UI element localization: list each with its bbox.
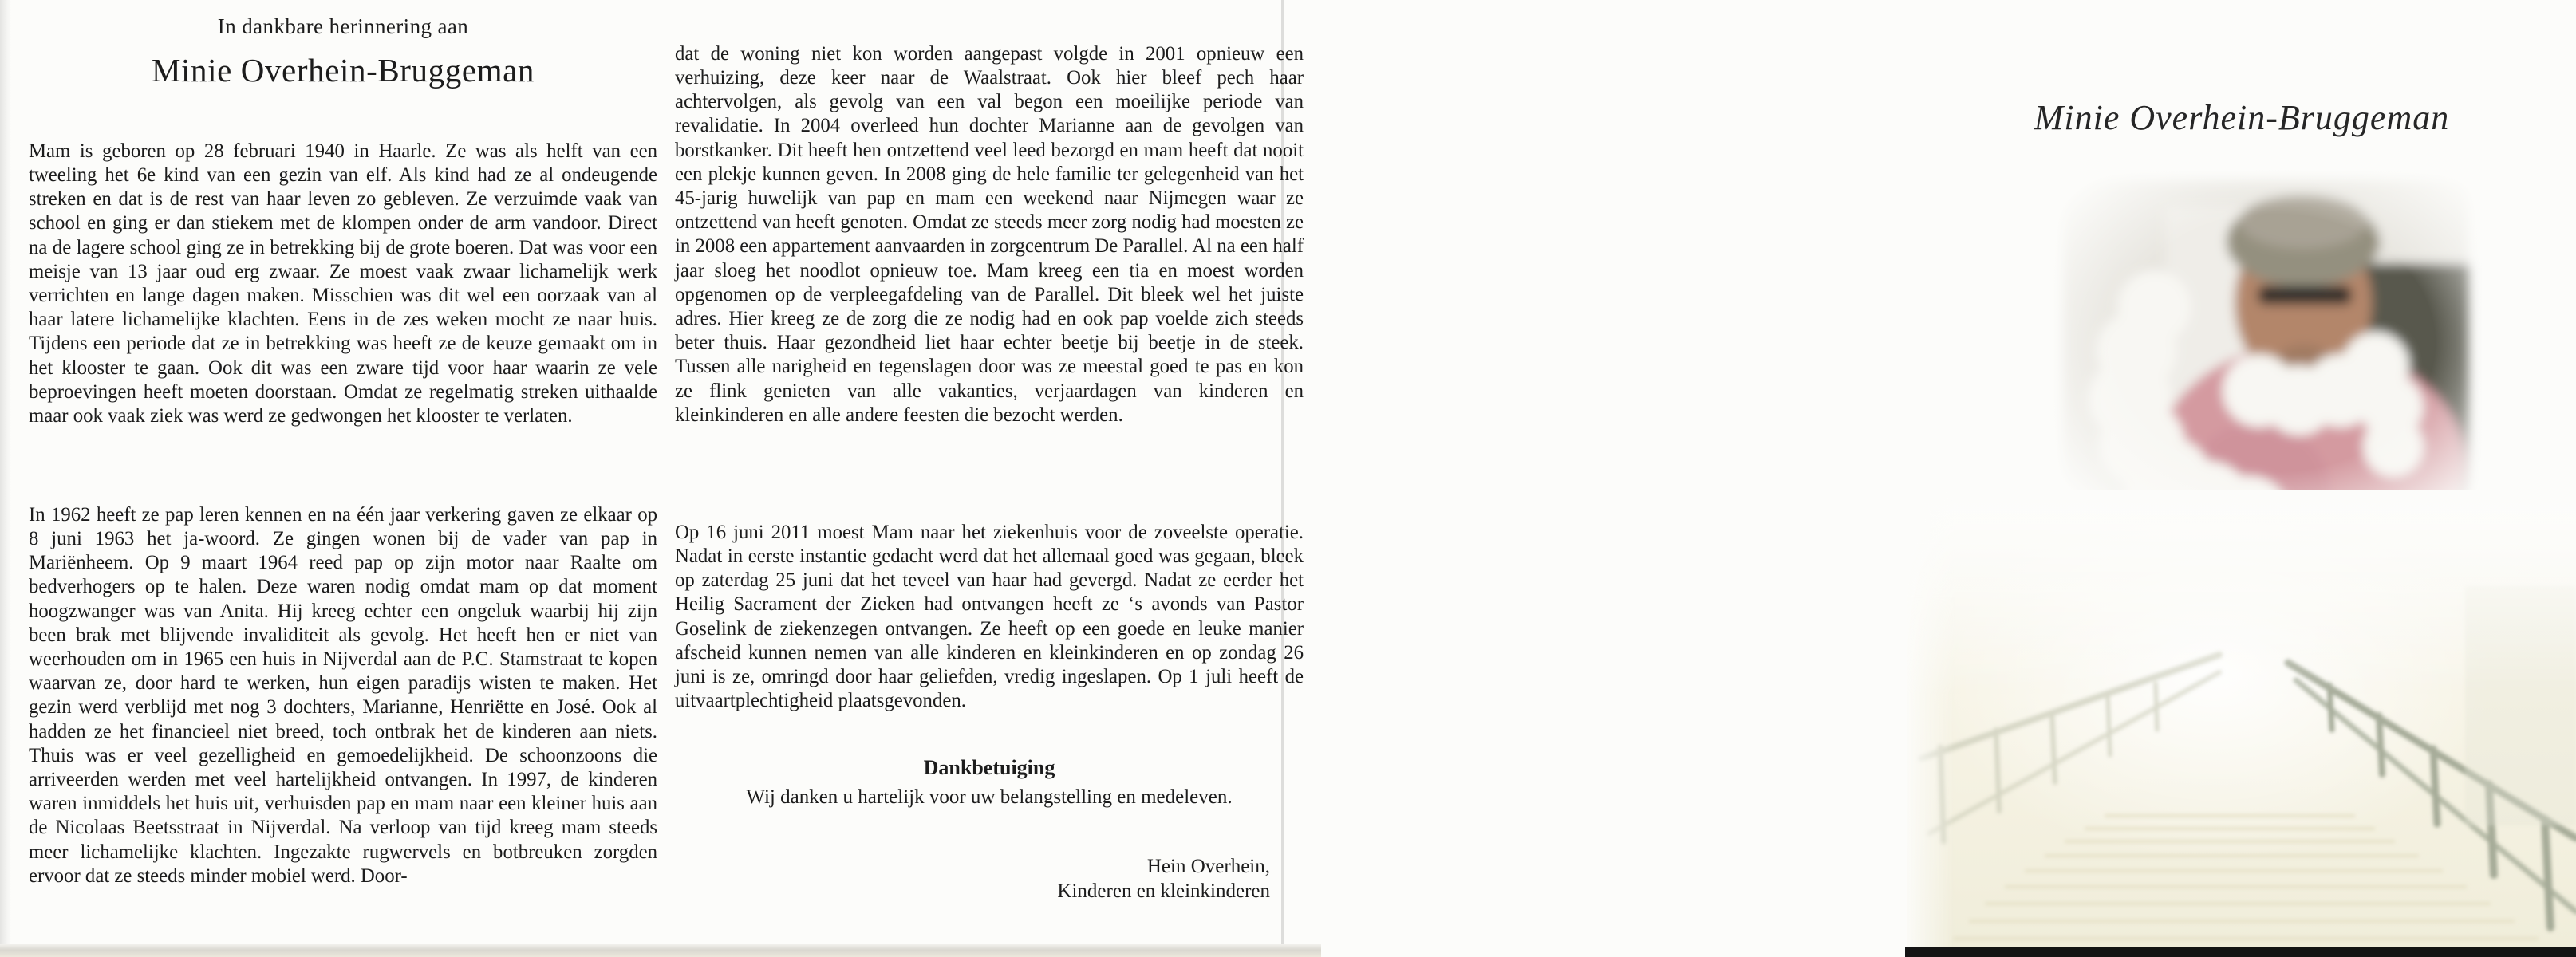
back-cover-name: Minie Overhein-Bruggeman <box>2034 98 2450 137</box>
scan-left-edge <box>0 0 11 957</box>
biography-paragraph-4: Op 16 juni 2011 moest Mam naar het ziekenhuis voor de zoveelste operatie. Nadat in eerste instantie gedacht werd dat het allemaal goed was gegaan, bleek op zaterdag 25 juni dat het teveel van haar had gevergd. Nadat ze eerder het Heilig Sacrament der Zieken had ontvangen heeft ze ‘s avonds van Pastor Goselink de ziekenzegen ontvangen. Ze heeft op een goede en leuke manier afscheid kunnen nemen van alle kinderen en kleinkinderen en op zondag 26 juni is ze, omringd door haar geliefden, vredig ingeslapen. Op 1 juli heeft de uitvaartplechtigheid plaatsgevonden. <box>675 521 1304 712</box>
memorial-intro-line: In dankbare herinnering aan <box>217 14 469 38</box>
deceased-name-heading: Minie Overhein-Bruggeman <box>151 52 535 89</box>
biography-paragraph-3: dat de woning niet kon worden aangepast volgde in 2001 opnieuw een verhuizing, deze keer naar de Waalstraat. Ook hier bleef pech haar achtervolgen, als gevolg van een val begon een moeilijke periode van revalidatie. In 2004 overleed hun dochter Marianne aan de gevolgen van borstkanker. Dit heeft hen ontzettend veel leed bezorgd en mam heeft dat nooit een plekje kunnen geven. In 2008 ging de hele familie ter gelegenheid van het 45-jarig huwelijk van pap en mam een weekend naar Nijmegen waar ze ontzettend van heeft genoten. Omdat ze steeds meer zorg nodig had moesten ze in 2008 een appartement aanvaarden in zorgcentrum De Parallel. Al na een half jaar sloeg het noodlot opnieuw toe. Mam kreeg een tia en moest worden opgenomen op de verpleegafdeling van de Parallel. Dit bleek wel het juiste adres. Hier kreeg ze de zorg die ze nodig had en ook pap voelde zich steeds beter thuis. Haar gezondheid liet haar echter beetje bij beetje in de steek. Tussen alle narigheid en tegenslagen door was ze meestal goed te pas en kon ze flink genieten van alle vakanties, verjaardagen van kinderen en kleinkinderen en alle andere feesten die bezocht werden. <box>675 42 1304 426</box>
biography-paragraph-2: In 1962 heeft ze pap leren kennen en na één jaar verkering gaven ze elkaar op 8 juni 1963 het ja-woord. Ze gingen wonen bij de vader van pap in Mariënheem. Op 9 maart 1964 reed pap op zijn motor naar Raalte om bedverhogers op te halen. Deze waren nodig omdat mam op dat moment hoogzwanger was van Anita. Hij kreeg echter een ongeluk waarbij hij zijn been brak met blijvende invaliditeit als gevolg. Het heeft hen er niet van weerhouden om in 1965 een huis in Nijverdal aan de P.C. Stamstraat te kopen waarvan ze, door hard te werken, hun eigen paradijs wisten te maken. Het gezin werd verblijd met nog 3 dochters, Marianne, Henriëtte en José. Ook al hadden ze het financieel niet breed, toch ontbrak het de kinderen aan niets. Thuis was er veel gezelligheid en gemoedelijkheid. De schoonzoons die arriveerden werden met veel hartelijkheid ontvangen. In 1997, de kinderen waren inmiddels het huis uit, verhuisden pap en mam naar een kleiner huis aan de Nicolaas Beetsstraat in Nijverdal. Na verloop van tijd kreeg mam steeds meer lichamelijke klachten. Ingezakte rugwervels en botbreuken zorgden ervoor dat ze steeds minder mobiel werd. Door- <box>29 503 657 887</box>
signature-line-2: Kinderen en kleinkinderen <box>1057 880 1270 902</box>
back-cover-bottom-bar <box>1905 947 2576 957</box>
signature-block <box>1057 855 1270 904</box>
acknowledgement-title: Dankbetuiging <box>923 756 1055 779</box>
inner-right-page <box>675 0 1304 957</box>
bridge-photo-image <box>1907 490 2576 947</box>
acknowledgement-text: Wij danken u hartelijk voor uw belangstelling en medeleven. <box>746 786 1233 808</box>
inner-left-page <box>29 0 657 957</box>
bridge-photo <box>1907 490 2576 947</box>
signature-line-1: Hein Overhein, <box>1146 856 1270 877</box>
biography-paragraph-1: Mam is geboren op 28 februari 1940 in Haarle. Ze was als helft van een tweeling het 6e kind van een gezin van elf. Als kind had ze al ondeugende streken en dat is de rest van haar leven zo gebleven. Ze verzuimde vaak van school en ging er dan stiekem met de klompen onder de arm vandoor. Direct na de lagere school ging ze in betrekking bij de grote boeren. Dat was voor een meisje van 13 jaar oud erg zwaar. Ze moest vaak zwaar lichamelijk werk verrichten en lange dagen maken. Misschien was dit wel een oorzaak van al haar latere lichamelijke klachten. Eens in de zes weken mocht ze naar huis. Tijdens een periode dat ze in betrekking was heeft ze de keuze gemaakt om in het klooster te gaan. Ook dit was een zware tijd voor haar waarin ze vele beproevingen heeft moeten doorstaan. Omdat ze regelmatig streken uithaalde maar ook vaak ziek was werd ze gedwongen het klooster te verlaten. <box>29 140 657 427</box>
